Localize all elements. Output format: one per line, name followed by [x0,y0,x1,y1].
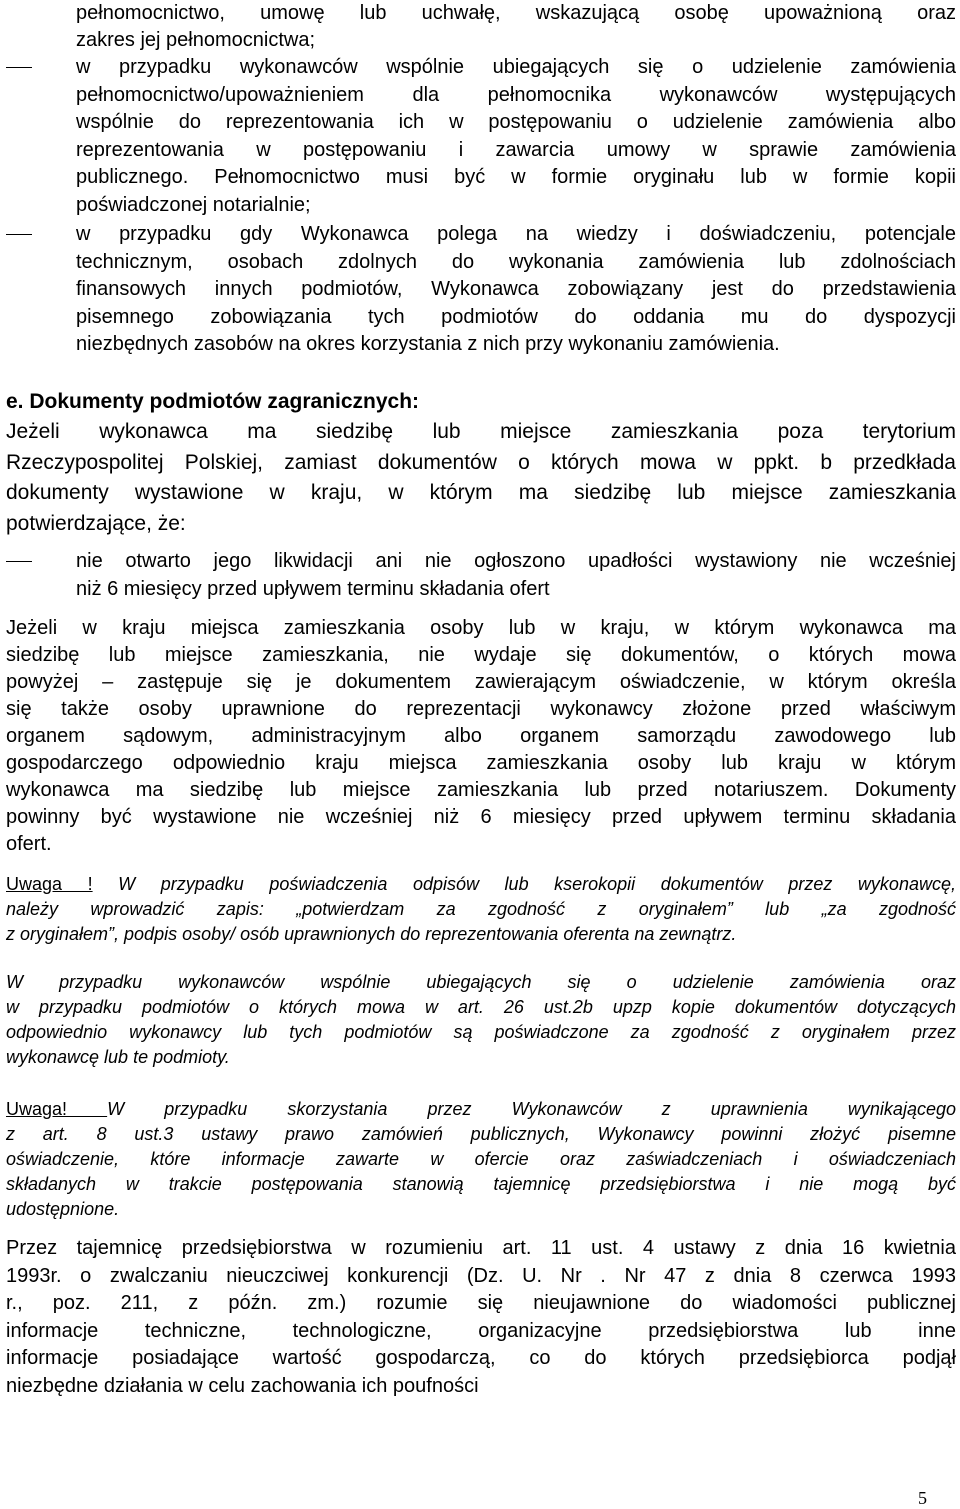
bullet-item [0,221,956,359]
text-line: finansowych innych podmiotów, Wykonawca zobowiązany jest do przedstawienia [76,278,956,300]
bullet-item [0,54,956,219]
text-line: technicznym, osobach zdolnych do wykonania zamówienia lub zdolnościach [76,250,956,273]
text-line: należy wprowadzić zapis: „potwierdzam za zgodność z oryginałem” lub „za zgodność [6,899,956,919]
final-paragraph [6,1235,956,1400]
text-line: pisemnego zobowiązania tych podmiotów do oddania mu do dyspozycji [76,305,956,328]
dash-bullet-icon [6,67,32,68]
uwaga-label: Uwaga ! [6,874,93,894]
dash-bullet-icon [6,234,32,235]
text-line: publicznego. Pełnomocnictwo musi być w formie oryginału lub w formie kopii [76,166,956,188]
text-line: pełnomocnictwo, umowę lub uchwałę, wskazującą osobę upoważnioną oraz [76,2,956,24]
text-line: potwierdzające, że: [6,511,186,535]
text-line: oświadczenie, które informacje zawarte w ofercie oraz zaświadczeniach i oświadczeniach [6,1149,956,1169]
text-line: reprezentowania w postępowaniu i zawarcia umowy w sprawie zamówienia [76,138,956,161]
text-line: się także osoby uprawnione do reprezentacji wykonawcy złożone przed właściwym [6,698,956,720]
text-line: Jeżeli w kraju miejsca zamieszkania osoby lub w kraju, w którym wykonawca ma [6,617,956,639]
note-first-line: W przypadku skorzystania przez Wykonawców z uprawnienia wynikającego [107,1099,956,1119]
text-line: wykonawca ma siedzibę lub miejsce zamieszkania lub przed notariuszem. Dokumenty [6,779,956,801]
text-line: z oryginałem”, podpis osoby/ osób uprawnionych do reprezentowania oferenta na zewnątrz. [6,924,737,944]
text-line: nie otwarto jego likwidacji ani nie ogłoszono upadłości wystawiony nie wcześniej [76,550,956,572]
note-uwaga-1 [6,872,956,947]
text-line: siedzibę lub miejsce zamieszkania, nie wydaje się dokumentów, o których mowa [6,644,956,666]
text-line: r., poz. 211, z późn. zm.) rozumie się nieujawnione do wiadomości publicznej [6,1292,956,1314]
text-line: powinny być wystawione nie wcześniej niż 6 miesięcy przed upływem terminu składania [6,806,956,828]
continuation-text [76,0,956,54]
text-line: informacje techniczne, technologiczne, organizacyjne przedsiębiorstwa lub inne [6,1319,956,1342]
text-line: Przez tajemnicę przedsiębiorstwa w rozumieniu art. 11 ust. 4 ustawy z dnia 16 kwietnia [6,1237,956,1259]
text-line: niezbędnych zasobów na okres korzystania z nich przy wykonaniu zamówienia. [76,333,780,355]
text-line: informacje posiadające wartość gospodarczą, co do których przedsiębiorca podjął [6,1347,956,1369]
note-first-line: W przypadku poświadczenia odpisów lub kserokopii dokumentów przez wykonawcę, [92,874,956,894]
text-line: poświadczonej notarialnie; [76,193,311,216]
text-line [6,1097,956,1122]
text-line: pełnomocnictwo/upoważnieniem dla pełnomocnika wykonawców występujących [76,83,956,106]
section-e-paragraph [6,417,956,539]
section-e-paragraph-2 [6,615,956,858]
text-line: z art. 8 ust.3 ustawy prawo zamówień publicznych, Wykonawcy powinni złożyć pisemne [6,1124,956,1144]
text-line: w przypadku gdy Wykonawca polega na wiedzy i doświadczeniu, potencjale [76,223,956,245]
text-line: udostępnione. [6,1199,120,1219]
section-heading: e. Dokumenty podmiotów zagranicznych: [6,390,420,413]
text-line: powyżej – zastępuje się je dokumentem zawierającym oświadczenie, w którym określa [6,671,956,693]
text-line: ofert. [6,833,52,855]
text-line: dokumenty wystawione w kraju, w którym ma siedzibę lub miejsce zamieszkania [6,481,956,504]
dash-bullet-icon [6,561,32,562]
page-number: 5 [918,1488,927,1508]
text-line: zakres jej pełnomocnictwa; [76,29,315,51]
note-uwaga-2 [6,1097,956,1222]
text-line: niż 6 miesięcy przed upływem terminu składania ofert [76,577,550,600]
text-line: Rzeczypospolitej Polskiej, zamiast dokumentów o których mowa w ppkt. b przedkłada [6,450,956,474]
note-wykonawcy-wspolni [6,970,956,1070]
text-line: 1993r. o zwalczaniu nieuczciwej konkurencji (Dz. U. Nr . Nr 47 z dnia 8 czerwca 1993 [6,1264,956,1287]
text-line: organem sądowym, administracyjnym albo organem samorządu zawodowego lub [6,725,956,747]
uwaga-label: Uwaga! [6,1099,108,1119]
text-line [6,872,956,897]
text-line: niezbędne działania w celu zachowania ich poufności [6,1374,479,1397]
text-line: gospodarczego odpowiednio kraju miejsca zamieszkania osoby lub kraju w którym [6,752,956,774]
text-line: W przypadku wykonawców wspólnie ubiegających się o udzielenie zamówienia oraz [6,972,956,992]
text-line: odpowiednio wykonawcy lub tych podmiotów są poświadczone za zgodność z oryginałem przez [6,1022,956,1042]
text-line: składanych w trakcie postępowania stanowią tajemnicę przedsiębiorstwa i nie mogą być [6,1174,956,1194]
text-line: w przypadku podmiotów o których mowa w art. 26 ust.2b upzp kopie dokumentów dotyczących [6,997,956,1017]
text-line: Jeżeli wykonawca ma siedzibę lub miejsce zamieszkania poza terytorium [6,420,956,443]
bullet-item [0,548,956,603]
text-line: wspólnie do reprezentowania ich w postępowaniu o udzielenie zamówienia albo [76,111,956,133]
text-line: wykonawcę lub te podmioty. [6,1047,230,1067]
text-line: w przypadku wykonawców wspólnie ubiegających się o udzielenie zamówienia [76,56,956,78]
